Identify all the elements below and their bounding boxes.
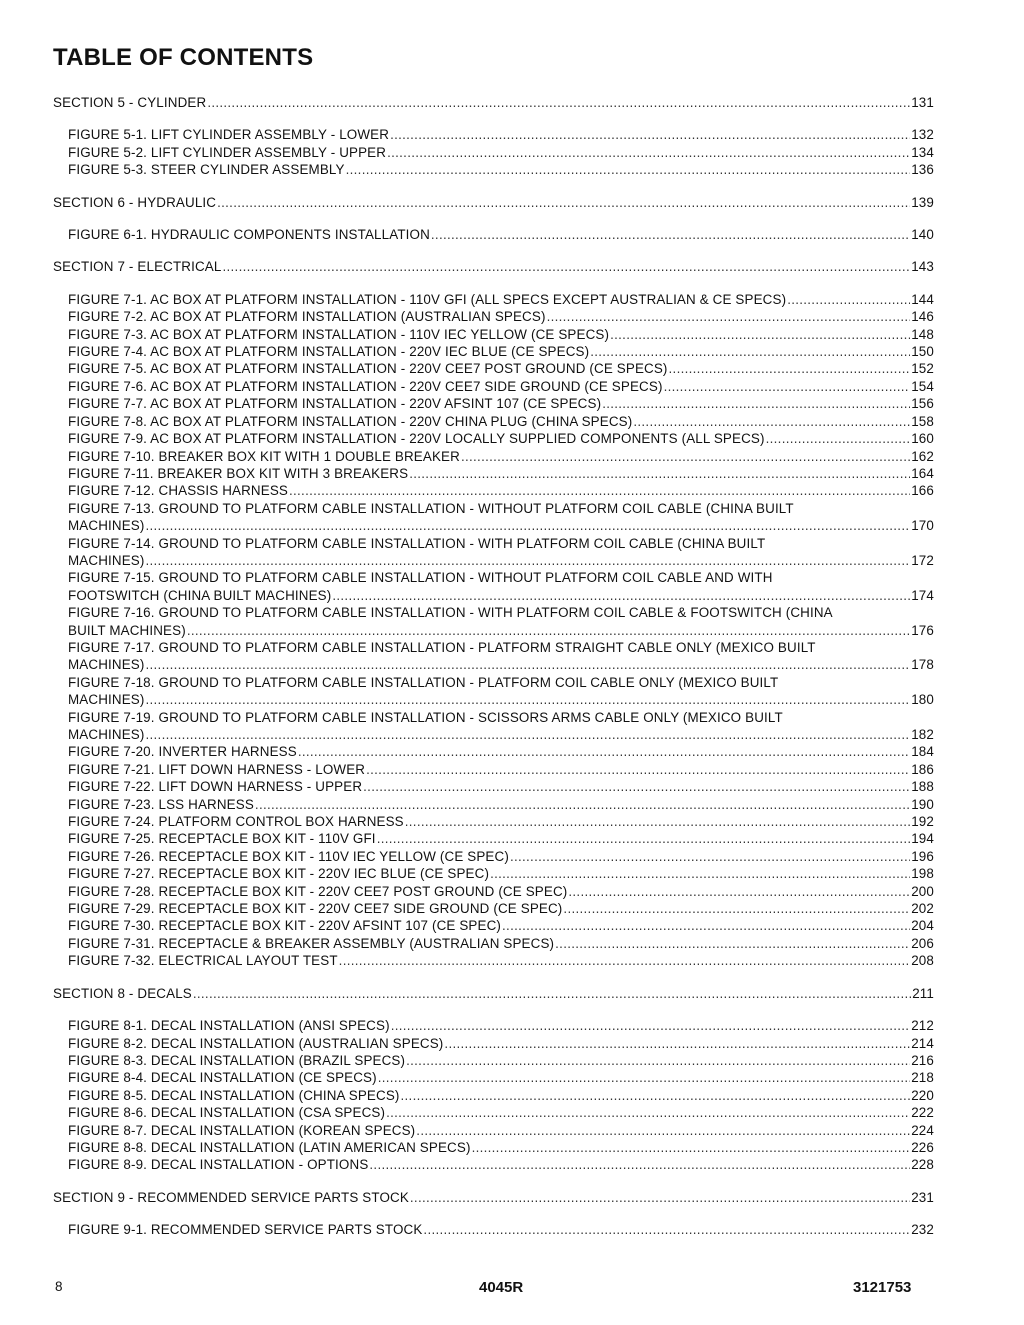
- toc-section-heading[interactable]: [53, 194, 934, 211]
- section-title: SECTION 7 - ELECTRICAL: [53, 259, 222, 275]
- dot-leader: [602, 395, 910, 412]
- figure-title: FOOTSWITCH (CHINA BUILT MACHINES): [68, 587, 332, 603]
- figure-title-line1: FIGURE 7-13. GROUND TO PLATFORM CABLE INSTALLATION - WITHOUT PLATFORM COIL CABLE (CHINA BUILT: [68, 500, 794, 516]
- dot-leader: [502, 917, 910, 934]
- toc-figure-entry[interactable]: [53, 604, 934, 639]
- toc-section-heading[interactable]: [53, 1189, 934, 1206]
- toc-row: [68, 691, 934, 708]
- toc-row: [68, 1104, 934, 1121]
- dot-leader: [391, 1017, 911, 1034]
- figure-title: FIGURE 7-12. CHASSIS HARNESS: [68, 483, 288, 499]
- toc-row: [68, 1069, 934, 1086]
- figure-page-number: 208: [911, 953, 934, 969]
- toc-section-heading[interactable]: [53, 258, 934, 275]
- toc-row: [68, 1052, 934, 1069]
- figure-page-number: 220: [911, 1087, 934, 1103]
- figure-title-line1: FIGURE 7-16. GROUND TO PLATFORM CABLE INSTALLATION - WITH PLATFORM COIL CABLE & FOOTSWITCH (CHINA: [68, 605, 833, 621]
- toc-figure-entry[interactable]: [53, 917, 934, 934]
- toc-figure-entry[interactable]: [53, 1087, 934, 1104]
- figure-title-line1: FIGURE 7-14. GROUND TO PLATFORM CABLE INSTALLATION - WITH PLATFORM COIL CABLE (CHINA BUILT: [68, 535, 766, 551]
- dot-leader: [664, 378, 911, 395]
- figure-page-number: 196: [911, 848, 934, 864]
- figure-page-number: 218: [911, 1070, 934, 1086]
- figure-page-number: 194: [911, 831, 934, 847]
- figure-title: FIGURE 5-3. STEER CYLINDER ASSEMBLY: [68, 162, 345, 178]
- toc-row: [68, 430, 934, 447]
- dot-leader: [207, 94, 910, 111]
- toc-figure-entry[interactable]: [53, 126, 934, 143]
- dot-leader: [339, 952, 911, 969]
- figure-title: FIGURE 7-5. AC BOX AT PLATFORM INSTALLATION - 220V CEE7 POST GROUND (CE SPECS): [68, 361, 668, 377]
- toc-figure-entry[interactable]: [53, 1035, 934, 1052]
- dot-leader: [555, 935, 910, 952]
- toc-row: [68, 1156, 934, 1173]
- toc-row: [53, 94, 934, 111]
- section-title: SECTION 9 - RECOMMENDED SERVICE PARTS STOCK: [53, 1189, 409, 1205]
- figure-page-number: 188: [911, 779, 934, 795]
- figure-title: FIGURE 7-9. AC BOX AT PLATFORM INSTALLATION - 220V LOCALLY SUPPLIED COMPONENTS (ALL SPECS): [68, 431, 765, 447]
- dot-leader: [633, 413, 910, 430]
- section-title: SECTION 8 - DECALS: [53, 985, 192, 1001]
- figure-title: FIGURE 7-24. PLATFORM CONTROL BOX HARNESS: [68, 814, 404, 830]
- toc-figure-entry[interactable]: [53, 778, 934, 795]
- footer-model: 4045R: [479, 1279, 524, 1296]
- dot-leader: [366, 761, 910, 778]
- figure-page-number: 228: [911, 1157, 934, 1173]
- toc-row: [68, 343, 934, 360]
- dot-leader: [146, 691, 911, 708]
- toc-figure-entry[interactable]: [53, 413, 934, 430]
- figure-page-number: 152: [911, 361, 934, 377]
- toc-section: [53, 194, 934, 244]
- toc-row: [53, 985, 934, 1002]
- toc-row: [53, 258, 934, 275]
- figure-page-number: 216: [911, 1052, 934, 1068]
- figure-page-number: 176: [911, 622, 934, 638]
- figure-page-number: 212: [911, 1018, 934, 1034]
- section-page-number: 139: [911, 194, 934, 210]
- toc-row: [68, 126, 934, 143]
- toc-figure-entry[interactable]: [53, 900, 934, 917]
- figure-title: FIGURE 6-1. HYDRAULIC COMPONENTS INSTALLATION: [68, 227, 430, 243]
- figure-title: FIGURE 7-27. RECEPTACLE BOX KIT - 220V IEC BLUE (CE SPEC): [68, 866, 490, 882]
- toc-row: [68, 378, 934, 395]
- figure-title: FIGURE 5-2. LIFT CYLINDER ASSEMBLY - UPPER: [68, 144, 387, 160]
- figure-title: FIGURE 8-7. DECAL INSTALLATION (KOREAN SPECS): [68, 1122, 416, 1138]
- toc-figure-entry[interactable]: [53, 448, 934, 465]
- figure-page-number: 144: [911, 291, 934, 307]
- dot-leader: [610, 326, 910, 343]
- footer-page-number: 8: [55, 1279, 63, 1294]
- toc-figure-entry[interactable]: [53, 326, 934, 343]
- toc-row: [68, 656, 934, 673]
- toc-row: [68, 226, 934, 243]
- figure-page-number: 184: [911, 744, 934, 760]
- figure-page-number: 198: [911, 866, 934, 882]
- figure-page-number: 156: [911, 396, 934, 412]
- toc-row: [68, 1221, 934, 1238]
- figure-title: FIGURE 5-1. LIFT CYLINDER ASSEMBLY - LOWER: [68, 127, 390, 143]
- dot-leader: [563, 900, 910, 917]
- dot-leader: [217, 194, 910, 211]
- figure-title: FIGURE 7-6. AC BOX AT PLATFORM INSTALLATION - 220V CEE7 SIDE GROUND (CE SPECS): [68, 378, 663, 394]
- toc-row: [68, 1017, 934, 1034]
- dot-leader: [223, 258, 911, 275]
- dot-leader: [255, 796, 910, 813]
- dot-leader: [332, 587, 910, 604]
- toc-row: [68, 465, 934, 482]
- figure-page-number: 202: [911, 901, 934, 917]
- figure-page-number: 180: [911, 692, 934, 708]
- toc-section-heading[interactable]: [53, 985, 934, 1002]
- dot-leader: [669, 360, 911, 377]
- toc-figure-entry[interactable]: [53, 500, 934, 535]
- toc-figure-entry[interactable]: [53, 883, 934, 900]
- toc-figure-entry[interactable]: [53, 1052, 934, 1069]
- figure-title: FIGURE 8-1. DECAL INSTALLATION (ANSI SPECS): [68, 1018, 390, 1034]
- figure-title: FIGURE 8-3. DECAL INSTALLATION (BRAZIL SPECS): [68, 1052, 406, 1068]
- dot-leader: [472, 1139, 911, 1156]
- toc-section-heading[interactable]: [53, 94, 934, 111]
- dot-leader: [387, 144, 910, 161]
- figure-page-number: 150: [911, 344, 934, 360]
- toc-row: [68, 552, 934, 569]
- figure-page-number: 166: [911, 483, 934, 499]
- section-page-number: 231: [911, 1189, 934, 1205]
- dot-leader: [346, 161, 911, 178]
- figure-page-number: 204: [911, 918, 934, 934]
- toc-figure-entry[interactable]: [53, 308, 934, 325]
- dot-leader: [766, 430, 911, 447]
- figure-page-number: 174: [911, 587, 934, 603]
- toc-section: [53, 1189, 934, 1239]
- toc-row: [68, 291, 934, 308]
- toc-row: [68, 517, 934, 534]
- figure-page-number: 192: [911, 814, 934, 830]
- toc-figure-entry[interactable]: [53, 430, 934, 447]
- figure-title: FIGURE 7-8. AC BOX AT PLATFORM INSTALLATION - 220V CHINA PLUG (CHINA SPECS): [68, 413, 633, 429]
- toc-row: [68, 848, 934, 865]
- toc-row: [68, 883, 934, 900]
- figure-page-number: 132: [911, 127, 934, 143]
- toc-row: [68, 935, 934, 952]
- figure-title: FIGURE 7-28. RECEPTACLE BOX KIT - 220V CEE7 POST GROUND (CE SPEC): [68, 883, 568, 899]
- figure-title: FIGURE 7-26. RECEPTACLE BOX KIT - 110V IEC YELLOW (CE SPEC): [68, 848, 509, 864]
- figure-page-number: 148: [911, 326, 934, 342]
- figure-page-number: 186: [911, 761, 934, 777]
- toc-row: [68, 308, 934, 325]
- figure-title: FIGURE 7-1. AC BOX AT PLATFORM INSTALLATION - 110V GFI (ALL SPECS EXCEPT AUSTRALIAN & CE SPECS): [68, 291, 787, 307]
- toc-figure-entry[interactable]: [53, 1139, 934, 1156]
- figure-page-number: 164: [911, 465, 934, 481]
- toc-row: [68, 726, 934, 743]
- toc-row: [68, 952, 934, 969]
- toc-figure-entry[interactable]: [53, 1104, 934, 1121]
- figure-page-number: 200: [911, 883, 934, 899]
- toc-figure-entry[interactable]: [53, 830, 934, 847]
- figure-title: FIGURE 8-5. DECAL INSTALLATION (CHINA SPECS): [68, 1087, 400, 1103]
- table-of-contents: [53, 94, 934, 1254]
- toc-row: [68, 395, 934, 412]
- toc-figure-entry[interactable]: [53, 535, 934, 570]
- dot-leader: [547, 308, 911, 325]
- figure-page-number: 158: [911, 413, 934, 429]
- toc-row: [53, 194, 934, 211]
- dot-leader: [510, 848, 910, 865]
- toc-row: [68, 413, 934, 430]
- figure-title: FIGURE 7-29. RECEPTACLE BOX KIT - 220V CEE7 SIDE GROUND (CE SPEC): [68, 901, 563, 917]
- toc-figure-entry[interactable]: [53, 952, 934, 969]
- dot-leader: [378, 1069, 910, 1086]
- section-page-number: 143: [911, 259, 934, 275]
- toc-figure-entry[interactable]: [53, 144, 934, 161]
- figure-title-line1: FIGURE 7-15. GROUND TO PLATFORM CABLE INSTALLATION - WITHOUT PLATFORM COIL CABLE AND WITH: [68, 570, 773, 586]
- figure-title: FIGURE 8-6. DECAL INSTALLATION (CSA SPECS): [68, 1105, 386, 1121]
- figure-page-number: 190: [911, 796, 934, 812]
- dot-leader: [568, 883, 910, 900]
- section-title: SECTION 6 - HYDRAULIC: [53, 194, 217, 210]
- toc-section: [53, 94, 934, 179]
- figure-page-number: 140: [911, 227, 934, 243]
- figure-title: FIGURE 9-1. RECOMMENDED SERVICE PARTS STOCK: [68, 1222, 423, 1238]
- toc-row: [68, 622, 934, 639]
- figure-page-number: 136: [911, 162, 934, 178]
- figure-title: FIGURE 7-21. LIFT DOWN HARNESS - LOWER: [68, 761, 366, 777]
- toc-figure-entry[interactable]: [53, 865, 934, 882]
- toc-figure-entry[interactable]: [53, 161, 934, 178]
- figure-title: FIGURE 7-4. AC BOX AT PLATFORM INSTALLATION - 220V IEC BLUE (CE SPECS): [68, 344, 590, 360]
- toc-figure-entry[interactable]: [53, 1069, 934, 1086]
- dot-leader: [409, 465, 910, 482]
- toc-figure-entry[interactable]: [53, 569, 934, 604]
- figure-title: FIGURE 7-30. RECEPTACLE BOX KIT - 220V AFSINT 107 (CE SPEC): [68, 918, 502, 934]
- footer-document-number: 3121753: [853, 1279, 912, 1296]
- figure-page-number: 154: [911, 378, 934, 394]
- figure-title: FIGURE 7-25. RECEPTACLE BOX KIT - 110V GFI: [68, 831, 376, 847]
- figure-page-number: 178: [911, 657, 934, 673]
- toc-row: [68, 761, 934, 778]
- toc-figure-entry[interactable]: [53, 343, 934, 360]
- dot-leader: [146, 656, 911, 673]
- figure-title: FIGURE 7-3. AC BOX AT PLATFORM INSTALLATION - 110V IEC YELLOW (CE SPECS): [68, 326, 610, 342]
- figure-title: FIGURE 7-7. AC BOX AT PLATFORM INSTALLATION - 220V AFSINT 107 (CE SPECS): [68, 396, 602, 412]
- toc-figure-entry[interactable]: [53, 465, 934, 482]
- toc-figure-entry[interactable]: [53, 482, 934, 499]
- toc-figure-entry[interactable]: [53, 743, 934, 760]
- dot-leader: [461, 448, 910, 465]
- toc-figure-entry[interactable]: [53, 848, 934, 865]
- dot-leader: [298, 743, 910, 760]
- figure-page-number: 224: [911, 1122, 934, 1138]
- dot-leader: [146, 517, 911, 534]
- toc-row: [53, 1189, 934, 1206]
- dot-leader: [406, 1052, 910, 1069]
- dot-leader: [386, 1104, 910, 1121]
- page-title: TABLE OF CONTENTS: [53, 44, 314, 71]
- dot-leader: [187, 622, 910, 639]
- figure-page-number: 172: [911, 552, 934, 568]
- section-title: SECTION 5 - CYLINDER: [53, 95, 207, 110]
- dot-leader: [405, 813, 910, 830]
- figure-title: FIGURE 7-20. INVERTER HARNESS: [68, 744, 297, 760]
- section-page-number: 131: [911, 95, 934, 110]
- toc-row: [68, 1035, 934, 1052]
- toc-figure-entry[interactable]: [53, 813, 934, 830]
- figure-title: FIGURE 7-23. LSS HARNESS: [68, 796, 254, 812]
- toc-row: [68, 743, 934, 760]
- toc-row: [68, 900, 934, 917]
- figure-title: BUILT MACHINES): [68, 622, 186, 638]
- toc-row: [68, 778, 934, 795]
- figure-title: FIGURE 7-11. BREAKER BOX KIT WITH 3 BREAKERS: [68, 465, 409, 481]
- toc-figure-entry[interactable]: [53, 709, 934, 744]
- dot-leader: [146, 552, 911, 569]
- dot-leader: [390, 126, 910, 143]
- dot-leader: [369, 1156, 910, 1173]
- section-page-number: 211: [912, 985, 934, 1001]
- toc-figure-entry[interactable]: [53, 1221, 934, 1238]
- toc-figure-entry[interactable]: [53, 226, 934, 243]
- figure-page-number: 226: [911, 1139, 934, 1155]
- dot-leader: [401, 1087, 911, 1104]
- figure-title: MACHINES): [68, 657, 145, 673]
- figure-page-number: 160: [911, 431, 934, 447]
- toc-row: [68, 865, 934, 882]
- figure-title: FIGURE 7-10. BREAKER BOX KIT WITH 1 DOUBLE BREAKER: [68, 448, 460, 464]
- figure-page-number: 162: [911, 448, 934, 464]
- toc-row: [68, 917, 934, 934]
- dot-leader: [590, 343, 910, 360]
- figure-title: MACHINES): [68, 692, 145, 708]
- figure-page-number: 222: [911, 1105, 934, 1121]
- figure-page-number: 146: [911, 309, 934, 325]
- figure-page-number: 182: [911, 727, 934, 742]
- figure-page-number: 134: [911, 144, 934, 160]
- figure-title: FIGURE 7-31. RECEPTACLE & BREAKER ASSEMBLY (AUSTRALIAN SPECS): [68, 935, 555, 951]
- dot-leader: [289, 482, 910, 499]
- figure-title: FIGURE 8-8. DECAL INSTALLATION (LATIN AMERICAN SPECS): [68, 1139, 471, 1155]
- figure-title: FIGURE 8-9. DECAL INSTALLATION - OPTIONS: [68, 1157, 369, 1173]
- figure-page-number: 170: [911, 518, 934, 534]
- dot-leader: [423, 1221, 910, 1238]
- dot-leader: [416, 1122, 910, 1139]
- toc-row: [68, 830, 934, 847]
- figure-title: MACHINES): [68, 518, 145, 534]
- figure-page-number: 214: [911, 1035, 934, 1051]
- toc-figure-entry[interactable]: [53, 1017, 934, 1034]
- toc-row: [68, 813, 934, 830]
- toc-row: [68, 360, 934, 377]
- figure-title-line1: FIGURE 7-17. GROUND TO PLATFORM CABLE INSTALLATION - PLATFORM STRAIGHT CABLE ONLY (MEXICO BUILT: [68, 639, 816, 655]
- dot-leader: [431, 226, 910, 243]
- toc-figure-entry[interactable]: [53, 639, 934, 674]
- toc-figure-entry[interactable]: [53, 378, 934, 395]
- toc-section: [53, 985, 934, 1174]
- figure-title: MACHINES): [68, 727, 145, 742]
- dot-leader: [146, 726, 911, 743]
- toc-row: [68, 482, 934, 499]
- figure-title: MACHINES): [68, 552, 145, 568]
- dot-leader: [363, 778, 910, 795]
- figure-title: FIGURE 7-22. LIFT DOWN HARNESS - UPPER: [68, 779, 363, 795]
- toc-figure-entry[interactable]: [53, 761, 934, 778]
- toc-row: [68, 1087, 934, 1104]
- toc-figure-entry[interactable]: [53, 1156, 934, 1173]
- toc-section: [53, 258, 934, 969]
- toc-figure-entry[interactable]: [53, 796, 934, 813]
- figure-title: FIGURE 7-32. ELECTRICAL LAYOUT TEST: [68, 953, 338, 969]
- dot-leader: [490, 865, 910, 882]
- toc-row: [68, 1139, 934, 1156]
- dot-leader: [787, 291, 910, 308]
- dot-leader: [444, 1035, 910, 1052]
- toc-figure-entry[interactable]: [53, 674, 934, 709]
- toc-figure-entry[interactable]: [53, 935, 934, 952]
- toc-figure-entry[interactable]: [53, 360, 934, 377]
- figure-title-line1: FIGURE 7-18. GROUND TO PLATFORM CABLE INSTALLATION - PLATFORM COIL CABLE ONLY (MEXICO BUILT: [68, 674, 779, 690]
- figure-title: FIGURE 8-4. DECAL INSTALLATION (CE SPECS): [68, 1070, 377, 1086]
- toc-row: [68, 161, 934, 178]
- figure-page-number: 232: [911, 1222, 934, 1238]
- toc-row: [68, 144, 934, 161]
- toc-row: [68, 587, 934, 604]
- toc-row: [68, 796, 934, 813]
- toc-row: [68, 448, 934, 465]
- figure-title: FIGURE 8-2. DECAL INSTALLATION (AUSTRALIAN SPECS): [68, 1035, 444, 1051]
- toc-figure-entry[interactable]: [53, 395, 934, 412]
- toc-figure-entry[interactable]: [53, 291, 934, 308]
- dot-leader: [193, 985, 911, 1002]
- toc-row: [68, 326, 934, 343]
- figure-title-line1: FIGURE 7-19. GROUND TO PLATFORM CABLE INSTALLATION - SCISSORS ARMS CABLE ONLY (MEXICO BUILT: [68, 709, 783, 725]
- toc-figure-entry[interactable]: [53, 1122, 934, 1139]
- dot-leader: [410, 1189, 910, 1206]
- page-footer: [0, 1279, 1024, 1299]
- figure-title: FIGURE 7-2. AC BOX AT PLATFORM INSTALLATION (AUSTRALIAN SPECS): [68, 309, 546, 325]
- figure-page-number: 206: [911, 935, 934, 951]
- dot-leader: [377, 830, 911, 847]
- toc-row: [68, 1122, 934, 1139]
